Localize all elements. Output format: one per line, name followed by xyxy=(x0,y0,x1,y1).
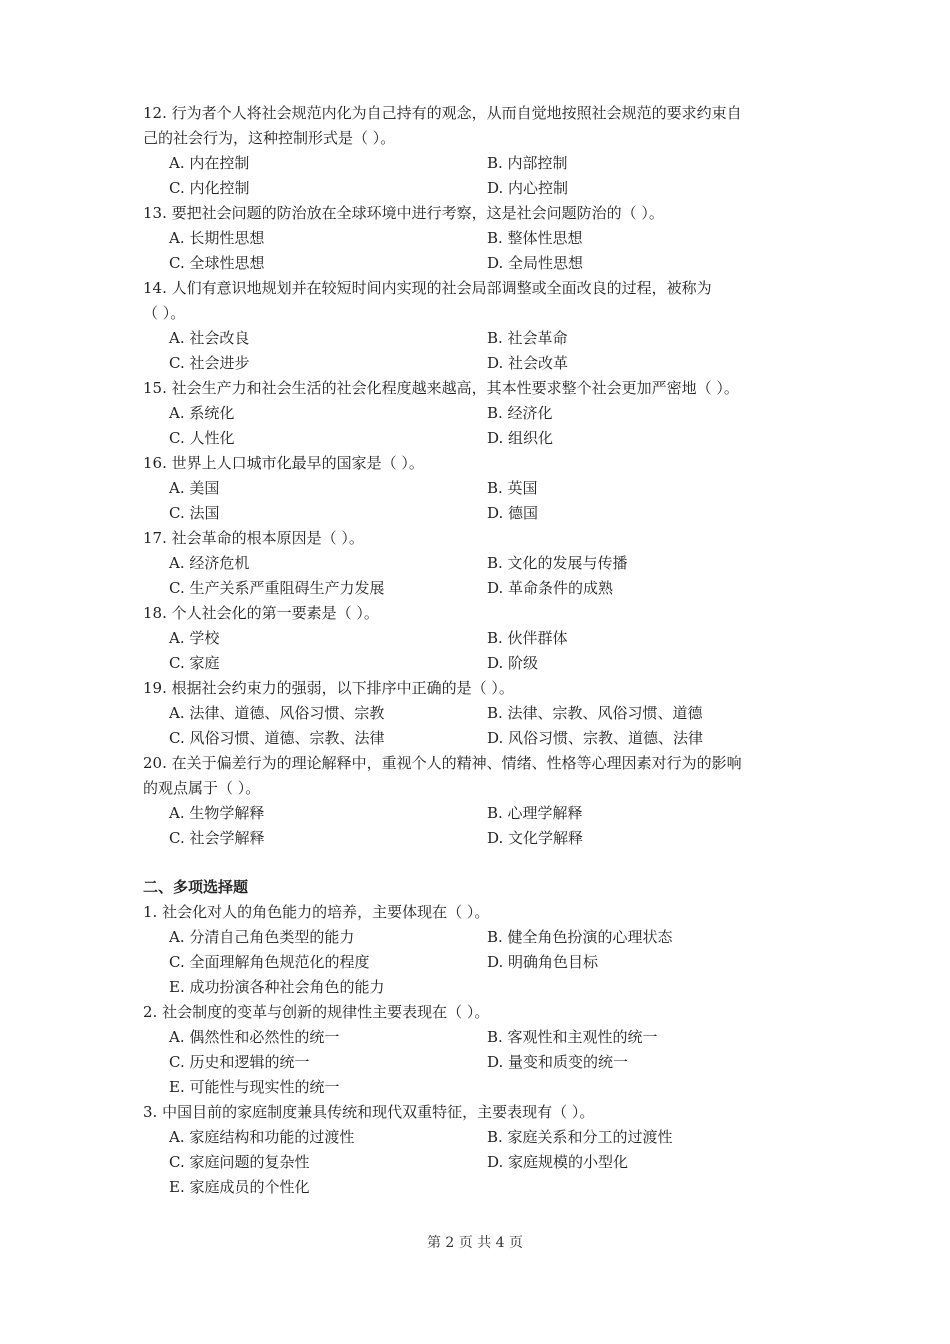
option-row xyxy=(143,826,833,851)
answer-option: A. 偶然性和必然性的统一 xyxy=(169,1028,340,1046)
option-row xyxy=(143,576,833,601)
section-title: 二、多项选择题 xyxy=(143,878,249,896)
question-stem: 15. 社会生产力和社会生活的社会化程度越来越高，其本性要求整个社会更加严密地（ ）。 xyxy=(143,379,739,397)
option-row xyxy=(143,701,833,726)
answer-option: A. 长期性思想 xyxy=(169,229,265,247)
option-row xyxy=(143,251,833,276)
answer-option: C. 家庭问题的复杂性 xyxy=(169,1153,310,1171)
answer-option: D. 阶级 xyxy=(487,654,539,672)
answer-option: E. 成功扮演各种社会角色的能力 xyxy=(169,978,385,996)
question-stem: 17. 社会革命的根本原因是（ ）。 xyxy=(143,529,364,547)
answer-option: C. 生产关系严重阻碍生产力发展 xyxy=(169,579,385,597)
answer-option: A. 家庭结构和功能的过渡性 xyxy=(169,1128,355,1146)
answer-option: B. 法律、宗教、风俗习惯、道德 xyxy=(487,704,703,722)
option-row xyxy=(143,925,833,950)
question-stem: 1. 社会化对人的角色能力的培养，主要体现在（ ）。 xyxy=(143,903,490,921)
answer-option: A. 社会改良 xyxy=(169,329,250,347)
answer-option: B. 内部控制 xyxy=(487,154,568,172)
answer-option: E. 可能性与现实性的统一 xyxy=(169,1078,340,1096)
answer-option: A. 美国 xyxy=(169,479,220,497)
question-stem: 16. 世界上人口城市化最早的国家是（ ）。 xyxy=(143,454,424,472)
question-stem: 13. 要把社会问题的防治放在全球环境中进行考察，这是社会问题防治的（ ）。 xyxy=(143,204,664,222)
question-stem: 的观点属于（ ）。 xyxy=(143,779,261,797)
option-row xyxy=(143,351,833,376)
option-row xyxy=(143,151,833,176)
answer-option: D. 家庭规模的小型化 xyxy=(487,1153,629,1171)
page-footer: 第 2 页 共 4 页 xyxy=(426,1235,524,1251)
option-row xyxy=(143,651,833,676)
answer-option: C. 法国 xyxy=(169,504,220,522)
option-row xyxy=(143,1150,833,1175)
answer-option: C. 全球性思想 xyxy=(169,254,265,272)
question-stem: 20. 在关于偏差行为的理论解释中，重视个人的精神、情绪、性格等心理因素对行为的影响 xyxy=(143,754,742,772)
answer-option: C. 风俗习惯、道德、宗教、法律 xyxy=(169,729,385,747)
option-row xyxy=(143,476,833,501)
answer-option: D. 内心控制 xyxy=(487,179,569,197)
question-stem: 18. 个人社会化的第一要素是（ ）。 xyxy=(143,604,379,622)
question-stem: 2. 社会制度的变革与创新的规律性主要表现在（ ）。 xyxy=(143,1003,490,1021)
answer-option: B. 健全角色扮演的心理状态 xyxy=(487,928,673,946)
answer-option: C. 社会进步 xyxy=(169,354,250,372)
answer-option: C. 全面理解角色规范化的程度 xyxy=(169,953,370,971)
option-row xyxy=(143,1075,833,1100)
answer-option: B. 文化的发展与传播 xyxy=(487,554,628,572)
answer-option: C. 内化控制 xyxy=(169,179,250,197)
answer-option: C. 家庭 xyxy=(169,654,220,672)
answer-option: A. 内在控制 xyxy=(169,154,250,172)
option-row xyxy=(143,975,833,1000)
answer-option: D. 德国 xyxy=(487,504,539,522)
answer-option: B. 客观性和主观性的统一 xyxy=(487,1028,658,1046)
answer-option: B. 整体性思想 xyxy=(487,229,583,247)
answer-option: D. 社会改革 xyxy=(487,354,569,372)
option-row xyxy=(143,401,833,426)
option-row xyxy=(143,950,833,975)
answer-option: D. 明确角色目标 xyxy=(487,953,599,971)
option-row xyxy=(143,501,833,526)
option-row xyxy=(143,726,833,751)
answer-option: A. 经济危机 xyxy=(169,554,250,572)
answer-option: E. 家庭成员的个性化 xyxy=(169,1178,310,1196)
answer-option: A. 学校 xyxy=(169,629,220,647)
question-stem: 12. 行为者个人将社会规范内化为自己持有的观念，从而自觉地按照社会规范的要求约束自 xyxy=(143,104,742,122)
question-stem: 己的社会行为，这种控制形式是（ ）。 xyxy=(143,129,396,147)
answer-option: D. 革命条件的成熟 xyxy=(487,579,614,597)
question-stem: 3. 中国目前的家庭制度兼具传统和现代双重特征，主要表现有（ ）。 xyxy=(143,1103,595,1121)
answer-option: A. 系统化 xyxy=(169,404,235,422)
option-row xyxy=(143,426,833,451)
answer-option: B. 心理学解释 xyxy=(487,804,583,822)
answer-option: D. 组织化 xyxy=(487,429,554,447)
option-row xyxy=(143,226,833,251)
option-row xyxy=(143,551,833,576)
answer-option: D. 文化学解释 xyxy=(487,829,584,847)
question-stem: （ ）。 xyxy=(143,304,186,322)
answer-option: B. 家庭关系和分工的过渡性 xyxy=(487,1128,673,1146)
answer-option: A. 分清自己角色类型的能力 xyxy=(169,928,355,946)
answer-option: D. 全局性思想 xyxy=(487,254,584,272)
option-row xyxy=(143,626,833,651)
answer-option: A. 生物学解释 xyxy=(169,804,265,822)
question-stem: 14. 人们有意识地规划并在较短时间内实现的社会局部调整或全面改良的过程，被称为 xyxy=(143,279,712,297)
answer-option: C. 人性化 xyxy=(169,429,235,447)
option-row xyxy=(143,1050,833,1075)
answer-option: B. 社会革命 xyxy=(487,329,568,347)
answer-option: B. 伙伴群体 xyxy=(487,629,568,647)
question-stem: 19. 根据社会约束力的强弱，以下排序中正确的是（ ）。 xyxy=(143,679,514,697)
answer-option: B. 英国 xyxy=(487,479,538,497)
option-row xyxy=(143,1125,833,1150)
answer-option: B. 经济化 xyxy=(487,404,553,422)
question-list xyxy=(143,101,833,1200)
option-row xyxy=(143,176,833,201)
answer-option: D. 风俗习惯、宗教、道德、法律 xyxy=(487,729,704,747)
answer-option: A. 法律、道德、风俗习惯、宗教 xyxy=(169,704,385,722)
answer-option: C. 社会学解释 xyxy=(169,829,265,847)
answer-option: C. 历史和逻辑的统一 xyxy=(169,1053,310,1071)
option-row xyxy=(143,1175,833,1200)
answer-option: D. 量变和质变的统一 xyxy=(487,1053,629,1071)
option-row xyxy=(143,801,833,826)
option-row xyxy=(143,326,833,351)
option-row xyxy=(143,1025,833,1050)
